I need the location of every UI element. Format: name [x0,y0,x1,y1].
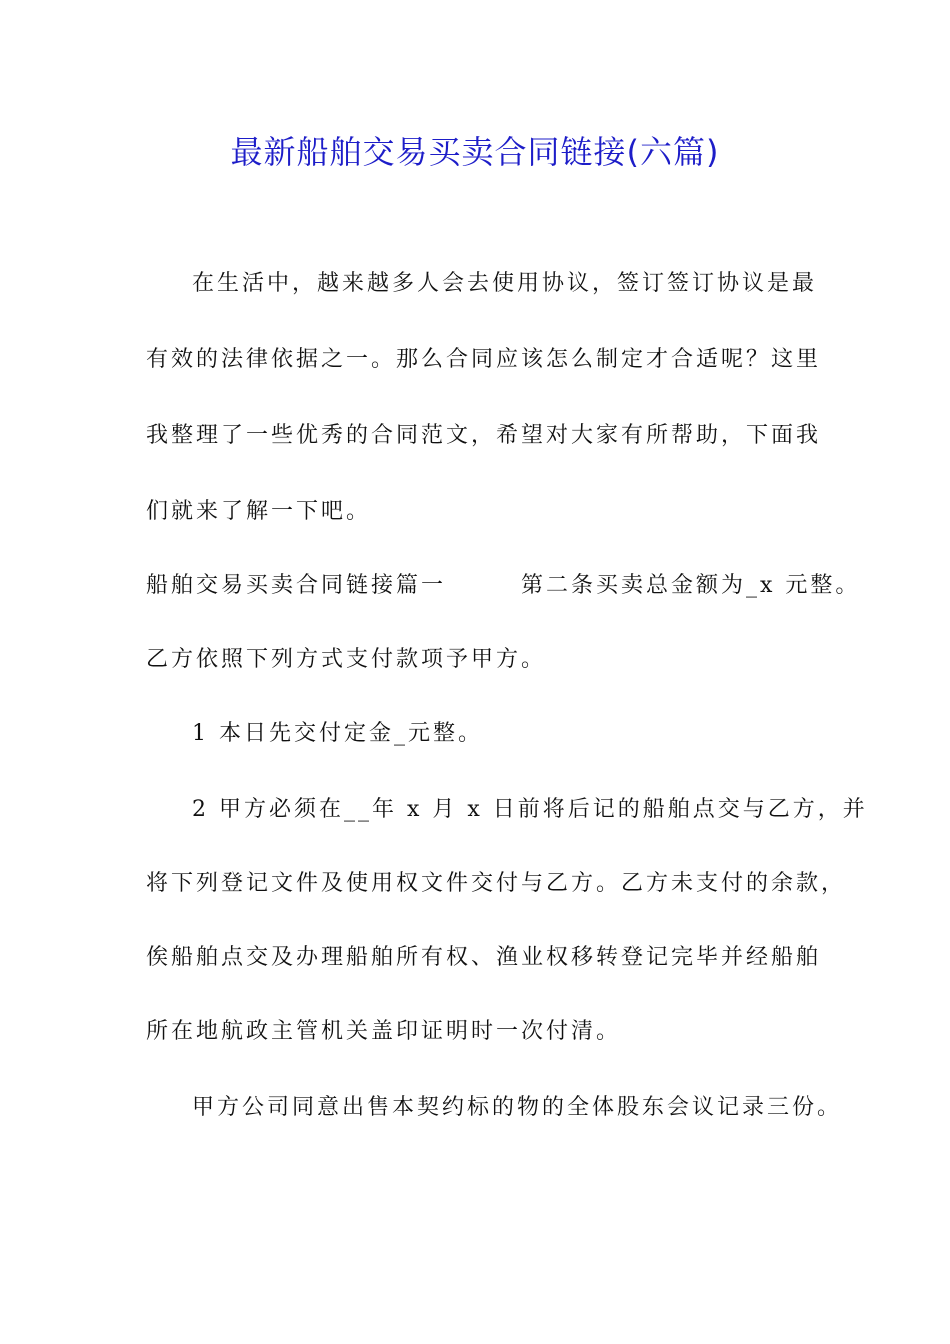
paragraph-line: 2 甲方必须在__年 x 月 x 日前将后记的船舶点交与乙方，并 [192,797,868,822]
paragraph-line: 将下列登记文件及使用权文件交付与乙方。乙方未支付的余款， [146,871,847,896]
paragraph-line: 1 本日先交付定金_元整。 [192,721,483,746]
paragraph-line: 甲方公司同意出售本契约标的物的全体股东会议记录三份。 [192,1095,843,1120]
paragraph-line: 们就来了解一下吧。 [146,499,372,524]
paragraph-line: 所在地航政主管机关盖印证明时一次付清。 [146,1019,622,1044]
paragraph-line: 俟船舶点交及办理船舶所有权、渔业权移转登记完毕并经船舶 [146,945,822,970]
paragraph-line: 在生活中，越来越多人会去使用协议，签订签订协议是最 [192,271,818,296]
paragraph-line: 我整理了一些优秀的合同范文，希望对大家有所帮助，下面我 [146,423,822,448]
document-title: 最新船舶交易买卖合同链接(六篇) [230,133,720,171]
paragraph-line: 船舶交易买卖合同链接篇一 第二条买卖总金额为_x 元整。 [146,573,861,598]
paragraph-line: 有效的法律依据之一。那么合同应该怎么制定才合适呢？这里 [146,347,822,372]
paragraph-line: 乙方依照下列方式支付款项予甲方。 [146,647,547,672]
